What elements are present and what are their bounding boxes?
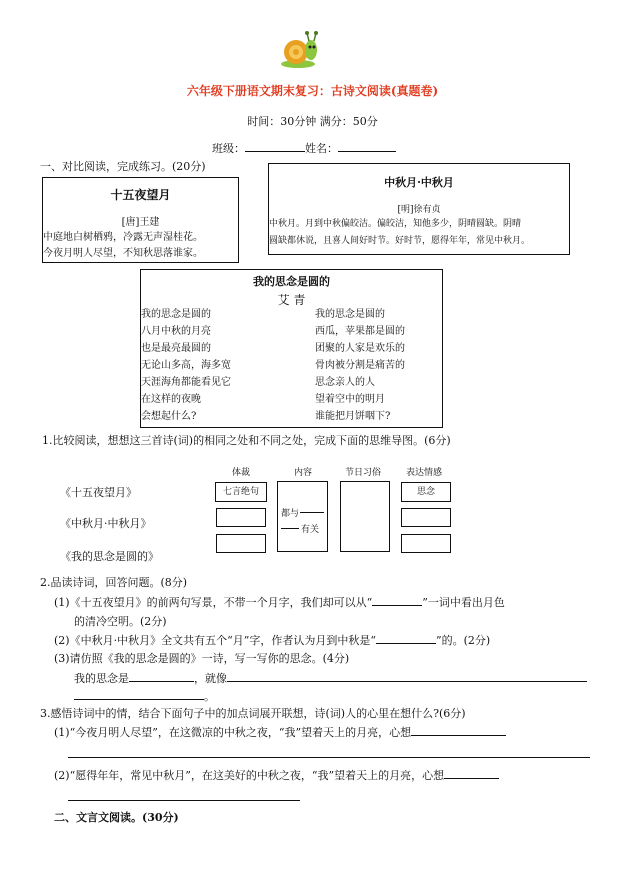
poem3-line: 在这样的夜晚 (141, 394, 201, 405)
customs-answer-box[interactable] (340, 481, 390, 552)
poem3-author: 艾 青 (277, 293, 306, 307)
poem1-title: 十五夜望月 (110, 188, 171, 202)
poem1-author: [唐]王建 (121, 217, 160, 228)
q2-sub3-end: 。 (204, 690, 215, 703)
content-bottom-label: 有关 (301, 525, 320, 535)
poem3-line: 天涯海角都能看见它 (141, 377, 231, 388)
q3-text: 3.感悟诗词中的情，结合下面句子中的加点词展开联想，诗(词)人的心里在想什么?(6分) (40, 707, 466, 720)
q3-sub1-text: (1)“今夜月明人尽望”，在这微凉的中秋之夜，“我”望着天上的月亮，心想 (54, 726, 412, 739)
exam-meta: 时间：30分钟 满分：50分 (247, 115, 378, 128)
genre-box-poem1: 七言绝句 (215, 482, 267, 502)
snail-logo (278, 30, 322, 70)
mindmap-row-poem1: 《十五夜望月》 (60, 486, 137, 499)
mindmap-header-emotion: 表达情感 (406, 468, 443, 478)
q2-sub3-blank[interactable] (74, 699, 204, 700)
q2-sub1-text-end: ”一词中看出月色 (422, 596, 505, 609)
poem3-line: 西瓜，苹果都是圆的 (315, 326, 405, 337)
emotion-answer-box[interactable] (401, 508, 451, 527)
q2-sub3: (3)请仿照《我的思念是圆的》一诗，写一写你的思念。(4分) (54, 652, 350, 665)
poem3-line: 望着空中的明月 (315, 394, 385, 405)
poem3-title: 我的思念是圆的 (253, 275, 330, 288)
poem3-line: 八月中秋的月亮 (141, 326, 211, 337)
mindmap-row-poem3: 《我的思念是圆的》 (60, 550, 159, 563)
poem1-line: 今夜月明人尽望，不知秋思落谁家。 (43, 248, 203, 259)
poem3-left-column (141, 306, 231, 425)
poem3-line: 无论山多高，海多宽 (141, 360, 231, 371)
mindmap-header-content: 内容 (294, 468, 313, 478)
q3-sub1-line2[interactable] (68, 757, 590, 758)
poem3-line: 我的思念是圆的 (141, 309, 211, 320)
content-box (277, 481, 328, 552)
q2-sub3-mid: ，就像 (194, 672, 227, 685)
content-top-label: 都与 (281, 509, 300, 519)
q3-sub2-text: (2)“愿得年年，常见中秋月”，在这美好的中秋之夜，“我”望着天上的月亮，心想 (54, 769, 445, 782)
genre-answer-box[interactable] (216, 508, 266, 527)
q2-sub2 (54, 632, 490, 648)
q2-sub1-blank[interactable] (372, 605, 422, 606)
poem2-title: 中秋月·中秋月 (384, 176, 454, 189)
q2-sub3-blank[interactable] (129, 681, 194, 682)
poem2-line: 中秋月。月到中秋偏皎洁。偏皎洁，知他多少，阴晴圆缺。阴晴 (269, 219, 522, 229)
q3-sub2-line2[interactable] (68, 800, 300, 801)
poem3-line: 也是最亮最圆的 (141, 343, 211, 354)
poem3-box (140, 269, 443, 428)
q2-sub1 (54, 594, 505, 610)
mindmap-row-poem2: 《中秋月·中秋月》 (60, 517, 152, 530)
genre-answer-box[interactable] (216, 534, 266, 553)
q2-sub1-text: (1)《十五夜望月》的前两句写景，不带一个月字，我们却可以从“ (54, 596, 373, 609)
class-input-line[interactable] (245, 151, 305, 152)
mindmap-header-genre: 体裁 (232, 468, 251, 478)
poem3-line: 骨肉被分割是痛苦的 (315, 360, 405, 371)
poem2-author: [明]徐有贞 (397, 205, 441, 215)
poem3-line: 谁能把月饼咽下? (315, 411, 391, 422)
poem3-line: 我的思念是圆的 (315, 309, 385, 320)
q2-sub2-text: (2)《中秋月·中秋月》全文共有五个“月”字，作者认为月到中秋是“ (54, 634, 376, 647)
poem3-right-column (315, 306, 405, 425)
emotion-box-poem1: 思念 (401, 482, 451, 502)
poem2-line: 圆缺都休说，且喜人间好时节。好时节，愿得年年，常见中秋月。 (269, 236, 531, 246)
q2-sub3-line2 (74, 688, 215, 704)
section1-heading: 一、对比阅读，完成练习。(20分) (40, 160, 206, 173)
class-name-row (212, 140, 396, 156)
q2-sub2-text-end: ”的。(2分) (435, 634, 491, 647)
content-answer-line[interactable] (300, 504, 324, 513)
content-answer-line[interactable] (281, 520, 299, 529)
emotion-answer-box[interactable] (401, 534, 451, 553)
poem3-line: 思念亲人的人 (315, 377, 375, 388)
q3-sub2 (54, 767, 499, 783)
q2-sub2-blank[interactable] (376, 643, 436, 644)
poem1-line: 中庭地白树栖鸦，冷露无声湿桂花。 (43, 232, 203, 243)
poem3-line: 团聚的人家是欢乐的 (315, 343, 405, 354)
q2-sub3-prefix: 我的思念是 (74, 672, 129, 685)
section2-heading: 二、文言文阅读。(30分) (54, 811, 179, 824)
poem3-line: 会想起什么? (141, 411, 197, 422)
mindmap-header-customs: 节日习俗 (345, 468, 382, 478)
q1-text: 1.比较阅读，想想这三首诗(词)的相同之处和不同之处，完成下面的思维导图。(6分) (42, 434, 451, 447)
q3-sub1 (54, 724, 506, 740)
q2-sub3-fill (74, 670, 587, 686)
page-title: 六年级下册语文期末复习：古诗文阅读(真题卷) (186, 84, 439, 98)
q2-sub3-blank[interactable] (227, 681, 587, 682)
q3-sub1-blank[interactable] (411, 735, 506, 736)
q3-sub2-blank[interactable] (444, 778, 499, 779)
q2-sub1-cont: 的清冷空明。(2分) (74, 615, 167, 628)
name-input-line[interactable] (338, 151, 396, 152)
name-label: 姓名： (305, 142, 338, 155)
poem1-box (42, 177, 239, 263)
class-label: 班级： (212, 142, 245, 155)
poem2-box (268, 163, 570, 255)
q2-text: 2.品读诗词，回答问题。(8分) (40, 576, 188, 589)
